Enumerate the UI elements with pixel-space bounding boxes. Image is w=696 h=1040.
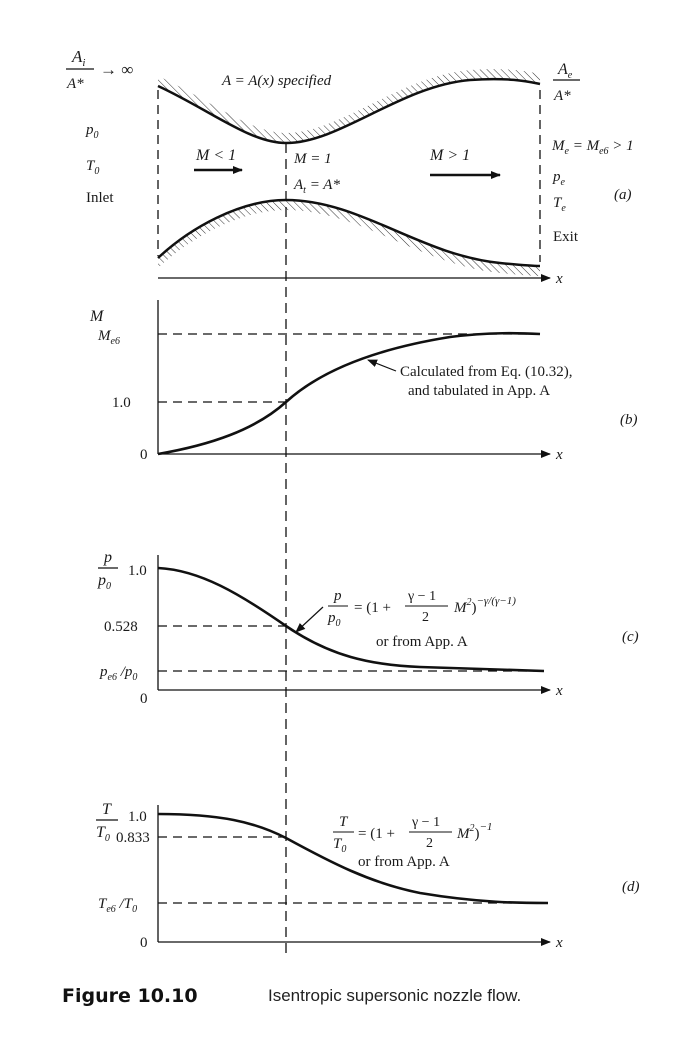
throat-mach-label: M = 1: [294, 151, 332, 167]
panel-b-tick-zero: 0: [140, 447, 148, 463]
exit-pe-label: $p_e$: [553, 169, 565, 188]
panel-c-eq-lhs: = (1 +: [354, 600, 391, 616]
throat-area-label: $A_t = A*$: [294, 177, 340, 196]
exit-mach-label: $M_e = M_{e6} > 1$: [552, 138, 634, 157]
panel-b-tick-me6: $M_{e6}$: [98, 328, 120, 347]
panel-c-y-numerator: p: [104, 549, 112, 566]
panel-c-pressure: [97, 549, 639, 707]
panel-a-tag: (a): [614, 187, 632, 203]
panel-c-eq-leader: [296, 607, 323, 632]
area-spec-label: A = A(x) specified: [222, 73, 332, 89]
panel-d-eq-denominator: $T_0$: [333, 836, 347, 855]
panel-c-eq-mach: $M^2)^{-\gamma/(\gamma-1)}$: [454, 595, 516, 616]
figure-number: Figure 10.10: [62, 985, 198, 1007]
panel-c-eq-alt: or from App. A: [376, 634, 468, 650]
panel-d-eq-alt: or from App. A: [358, 854, 450, 870]
panel-a-nozzle: [66, 47, 634, 287]
panel-d-tag: (d): [622, 879, 640, 895]
subsonic-label: M < 1: [196, 147, 237, 164]
panel-d-eq-lhs: = (1 +: [358, 826, 395, 842]
inlet-ratio-infinity: → ∞: [100, 60, 134, 79]
inlet-label: Inlet: [86, 190, 114, 206]
panel-d-tick-0833: 0.833: [116, 830, 150, 846]
panel-b-note-leader: [368, 360, 396, 371]
panel-d-eq-mach: $M^2)^{-1}$: [457, 821, 493, 842]
panel-b-x-label: x: [556, 447, 563, 463]
panel-c-tick-pe6: $p_{e6}$ $/p_0$: [100, 664, 138, 683]
exit-ratio-denominator: A*: [554, 88, 571, 104]
inlet-p0-label: $p_0$: [86, 122, 99, 141]
supersonic-label: M > 1: [430, 147, 471, 164]
panel-c-eq-denominator: $p_0$: [328, 610, 341, 629]
exit-ratio-numerator: $A_e$: [558, 61, 573, 81]
panel-c-eq-frac-num: γ − 1: [408, 589, 437, 604]
panel-d-temperature: [96, 801, 640, 951]
exit-Te-label: $T_e$: [553, 195, 566, 214]
panel-b-note-line1: Calculated from Eq. (10.32),: [400, 364, 573, 380]
panel-d-eq-numerator: T: [339, 814, 348, 830]
panel-d-x-label: x: [556, 935, 563, 951]
panel-c-eq-numerator: p: [334, 588, 342, 604]
panel-c-tick-one: 1.0: [128, 563, 147, 579]
panel-d-y-numerator: T: [102, 801, 111, 818]
figure-caption: [62, 985, 521, 1007]
panel-c-y-denominator: $p_0$: [98, 572, 111, 592]
panel-c-x-label: x: [556, 683, 563, 699]
figure-caption-text: Isentropic supersonic nozzle flow.: [268, 986, 522, 1005]
panel-b-y-label: M: [90, 308, 104, 325]
panel-d-tick-te6: $T_{e6}$ $/T_0$: [98, 896, 138, 915]
panel-b-mach: [89, 300, 638, 463]
pressure-curve: [158, 568, 544, 671]
inlet-ratio-denominator: A*: [67, 76, 84, 92]
exit-label: Exit: [553, 229, 578, 245]
inlet-ratio-numerator: $A_i$: [72, 47, 86, 69]
panel-d-tick-zero: 0: [140, 935, 148, 951]
panel-c-tick-zero: 0: [140, 691, 148, 707]
panel-d-eq-frac-den: 2: [426, 836, 433, 851]
inlet-T0-label: $T_0$: [86, 158, 100, 177]
panel-b-tick-one: 1.0: [112, 395, 131, 411]
panel-c-tick-0528: 0.528: [104, 619, 138, 635]
panel-d-eq-frac-num: γ − 1: [412, 815, 441, 830]
panel-c-eq-frac-den: 2: [422, 610, 429, 625]
panel-d-y-denominator: $T_0$: [96, 824, 110, 844]
panel-d-tick-one: 1.0: [128, 809, 147, 825]
panel-a-x-label: x: [556, 271, 563, 287]
panel-b-note-line2: and tabulated in App. A: [408, 383, 551, 399]
panel-c-tag: (c): [622, 629, 639, 645]
lower-wall: [158, 200, 540, 266]
panel-b-tag: (b): [620, 412, 638, 428]
